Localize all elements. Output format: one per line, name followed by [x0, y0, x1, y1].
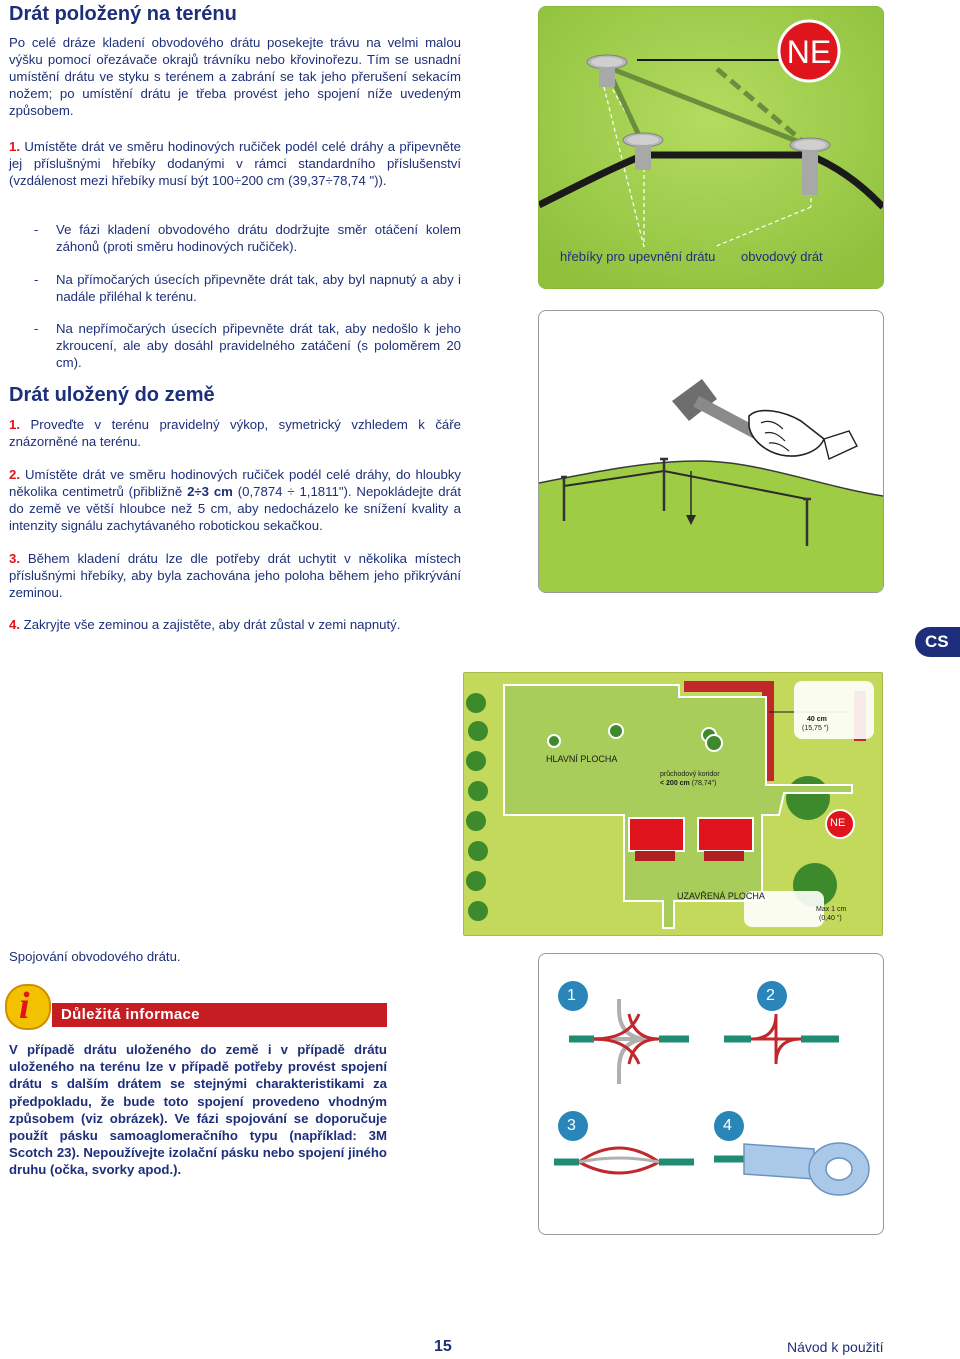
buried-step — [9, 466, 461, 534]
dim-bottom-in: (0,40 ") — [819, 915, 842, 922]
step-badge-2: 2 — [766, 987, 775, 1004]
ne-badge-text: NE — [786, 34, 832, 70]
label-pegs: hřebíky pro upevnění drátu — [560, 249, 716, 264]
step-text: Umístěte drát ve směru hodinových ručiček podél celé dráhy, do hloubky několika centimetrů (přibližně — [9, 467, 462, 499]
section-title-surface-wire: Drát položený na terénu — [9, 3, 237, 25]
step-text: Umístěte drát ve směru hodinových ručiček podél celé dráhy a připevněte jej příslušnými hřebíky dodanými v rámci standardního příslušenství (vzdálenost mezi hřebíky musí být 100÷200 cm (39,37÷78,74 ")). — [9, 139, 461, 188]
step-text: Proveďte v terénu pravidelný výkop, symetrický vzhledem k čáře znázorněné na terénu. — [9, 417, 461, 449]
step-text: Zakryjte vše zeminou a zajistěte, aby drát zůstal v zemi napnutý. — [23, 617, 401, 632]
depth-value: 2÷3 cm — [187, 484, 233, 499]
garden-ne-badge: NE — [830, 817, 846, 829]
figure-buried-wire — [538, 310, 884, 593]
corridor-size-in: (78,74") — [689, 780, 717, 787]
step-text-cont: (0,7874 ÷ 1,1811"). Nepokládejte drát do země ve větší hloubce než 5 cm, aby nedocházelo ke snížení kvality a intenzity signálu zachytávaného robotickou sekačkou. — [9, 484, 461, 533]
page-number: 15 — [434, 1338, 452, 1355]
step-number: 3. — [9, 551, 20, 566]
buried-step — [9, 416, 461, 450]
step-number: 2. — [9, 467, 20, 482]
figure-wire-on-surface — [538, 6, 884, 289]
splicing-illustration — [539, 954, 883, 1234]
step-badge-4: 4 — [723, 1117, 732, 1134]
dim-top-in: (15,75 ") — [802, 725, 829, 732]
info-icon-letter: i — [19, 985, 30, 1027]
splice-caption: Spojování obvodového drátu. — [9, 949, 181, 964]
manual-title: Návod k použití — [787, 1339, 884, 1355]
wire-peg-illustration — [539, 7, 883, 288]
language-code: CS — [925, 632, 949, 651]
important-heading-bar — [52, 1003, 387, 1027]
step-number: 1. — [9, 139, 20, 154]
language-tab — [915, 627, 960, 657]
bullet-mark: - — [34, 321, 39, 336]
bullet-item — [34, 271, 461, 305]
bullet-item — [34, 221, 461, 255]
bullet-text: Na přímočarých úsecích připevněte drát tak, aby byl napnutý a aby i nadále přiléhal k terénu. — [56, 272, 461, 304]
intro-paragraph: Po celé dráze kladení obvodového drátu posekejte trávu na velmi malou výšku pomocí ořezávače okrajů trávníku nebo křovinořezu. Tím se usnadní umístění drátu ve styku s terénem a zabrání se tak jeho přerušení sekacím nožem; po umístění drátu je třeba provést jeho spojení níže uvedeným způsobem. — [9, 35, 461, 118]
label-corridor: průchodový koridor — [660, 771, 720, 778]
label-wire: obvodový drát — [741, 249, 823, 264]
label-corridor-size — [660, 780, 716, 787]
label-closed-area: UZAVŘENÁ PLOCHA — [677, 891, 765, 901]
bullet-text: Ve fázi kladení obvodového drátu dodržujte směr otáčení kolem záhonů (proti směru hodinových ručiček). — [56, 222, 461, 254]
bullet-item — [34, 320, 461, 371]
buried-step — [9, 616, 461, 633]
bullet-mark: - — [34, 272, 39, 287]
garden-plan-illustration — [464, 673, 882, 935]
buried-wire-illustration — [539, 311, 883, 592]
section-title-buried-wire: Drát uložený do země — [9, 384, 215, 406]
step-badge-3: 3 — [567, 1117, 576, 1134]
step-number: 1. — [9, 417, 20, 432]
buried-step — [9, 550, 461, 601]
bullet-mark: - — [34, 222, 39, 237]
step-badge-1: 1 — [567, 987, 576, 1004]
step-1-paragraph — [9, 138, 461, 189]
figure-splicing — [538, 953, 884, 1235]
info-icon — [5, 984, 51, 1030]
dim-bottom: Max 1 cm — [816, 906, 847, 913]
dim-top: 40 cm — [807, 716, 827, 723]
corridor-size: < 200 cm — [660, 780, 690, 787]
figure-garden-plan — [463, 672, 883, 936]
step-number: 4. — [9, 617, 20, 632]
bullet-text: Na nepřímočarých úsecích připevněte drát tak, aby nedošlo k jeho zkroucení, ale aby dosáhl pravidelného zatáčení (s poloměrem 20 cm). — [56, 321, 461, 370]
important-heading: Důležitá informace — [61, 1006, 200, 1023]
important-text: V případě drátu uloženého do země i v případě drátu uloženého na terénu lze v případě potřeby provést spojení drátu s dalším drátem se stejnými charakteristikami za předpokladu, že bude toto spojení provedeno vhodným způsobem (viz obrázek). Ve fázi spojování se doporučuje použít pásku samoaglomeračního typu (například: 3M Scotch 23). Nepoužívejte izolační pásku nebo spojení jiného druhu (očka, svorky apod.). — [9, 1042, 387, 1178]
step-text: Během kladení drátu lze dle potřeby drát uchytit v několika místech příslušnými hřebíky, aby byla zachována jeho poloha během jeho přikrývání zeminou. — [9, 551, 461, 600]
label-main-area: HLAVNÍ PLOCHA — [546, 754, 618, 764]
